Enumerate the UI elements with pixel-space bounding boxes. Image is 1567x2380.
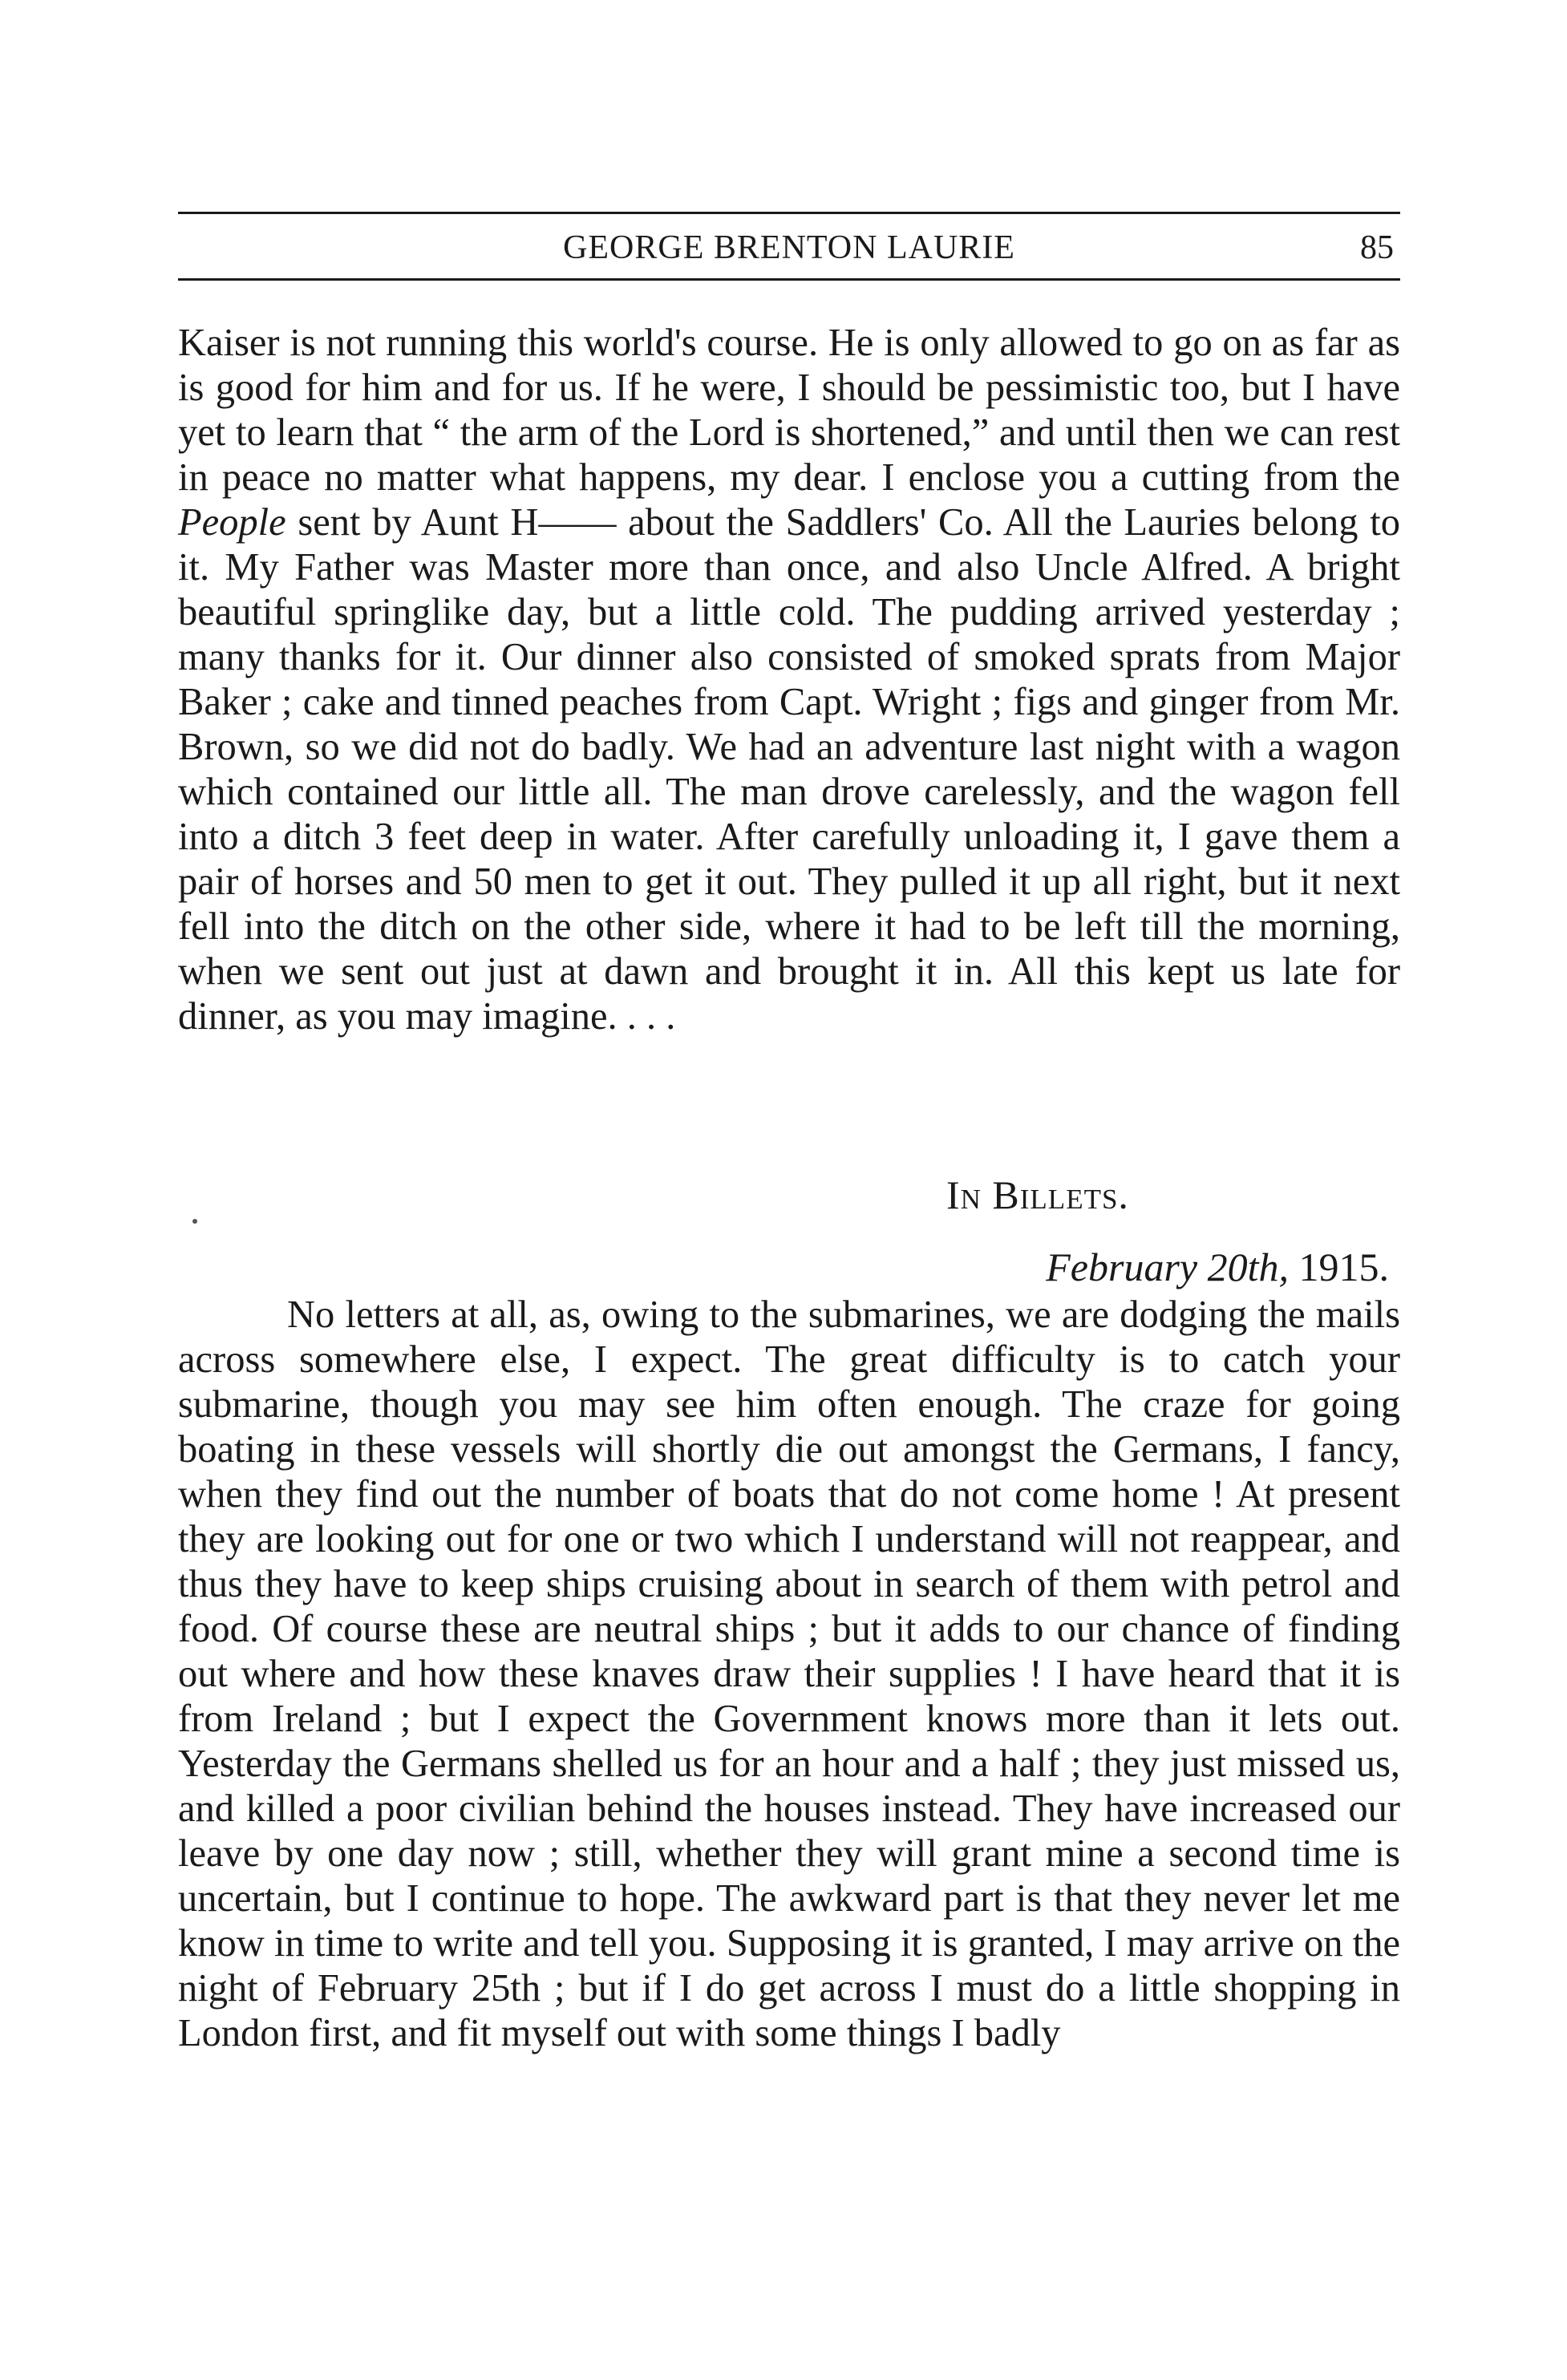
header-bottom-rule: [178, 278, 1400, 281]
header-top-rule: [178, 212, 1400, 214]
letter-date-year: 1915.: [1289, 1245, 1389, 1289]
letter-date-day: February 20th,: [1046, 1245, 1289, 1289]
newspaper-title: People: [178, 501, 286, 544]
paragraph-text-end: sent by Aunt H—— about the Saddlers' Co. All the Lauries belong to it. My Father was Master more than once, and also Uncle Alfred. A bright beautiful springlike day, but a little cold. The pudding arrived yesterday ; many thanks for it. Our dinner also consisted of smoked sprats from Major Baker ; cake and tinned peaches from Capt. Wright ; figs and ginger from Mr. Brown, so we did not do badly. We had an adventure last night with a wagon which contained our little all. The man drove carelessly, and the wagon fell into a ditch 3 feet deep in water. After carefully unloading it, I gave them a pair of horses and 50 men to get it out. They pulled it up all right, but it next fell into the ditch on the other side, where it had to be left till the morning, when we sent out just at dawn and brought it in. All this kept us late for dinner, as you may imagine. . . .: [178, 501, 1400, 1038]
letter-continued-text: [178, 321, 1400, 1039]
letter-paragraph: No letters at all, as, owing to the submarines, we are dodging the mails across somewhere else, I expect. The great difficulty is to catch your submarine, though you may see him often enough. The craze for going boating in these vessels will shortly die out amongst the Germans, I fancy, when they find out the number of boats that do not come home ! At present they are looking out for one or two which I understand will not reappear, and thus they have to keep ships cruising about in search of them with petrol and food. Of course these are neutral ships ; but it adds to our chance of finding out where and how these knaves draw their supplies ! I have heard that it is from Ireland ; but I expect the Government knows more than it lets out. Yesterday the Germans shelled us for an hour and a half ; they just missed us, and killed a poor civilian behind the houses instead. They have increased our leave by one day now ; still, whether they will grant mine a second time is uncertain, but I continue to hope. The awkward part is that they never let me know in time to write and tell you. Supposing it is granted, I may arrive on the night of February 25th ; but if I do get across I must do a little shopping in London first, and fit myself out with some things I badly: [178, 1293, 1400, 2054]
page-number: 85: [1360, 229, 1394, 266]
letter-location-heading: In Billets.: [946, 1172, 1129, 1217]
paragraph: [178, 321, 1400, 1039]
print-speck: [192, 1219, 197, 1224]
letter-date: [1046, 1245, 1389, 1289]
paragraph-text-start: Kaiser is not running this world's course. He is only allowed to go on as far as is good for him and for us. If he were, I should be pessimistic too, but I have yet to learn that “ the arm of the Lord is shortened,” and until then we can rest in peace no matter what happens, my dear. I enclose you a cutting from the: [178, 322, 1400, 499]
running-head: [178, 227, 1400, 269]
running-title: GEORGE BRENTON LAURIE: [563, 229, 1015, 266]
